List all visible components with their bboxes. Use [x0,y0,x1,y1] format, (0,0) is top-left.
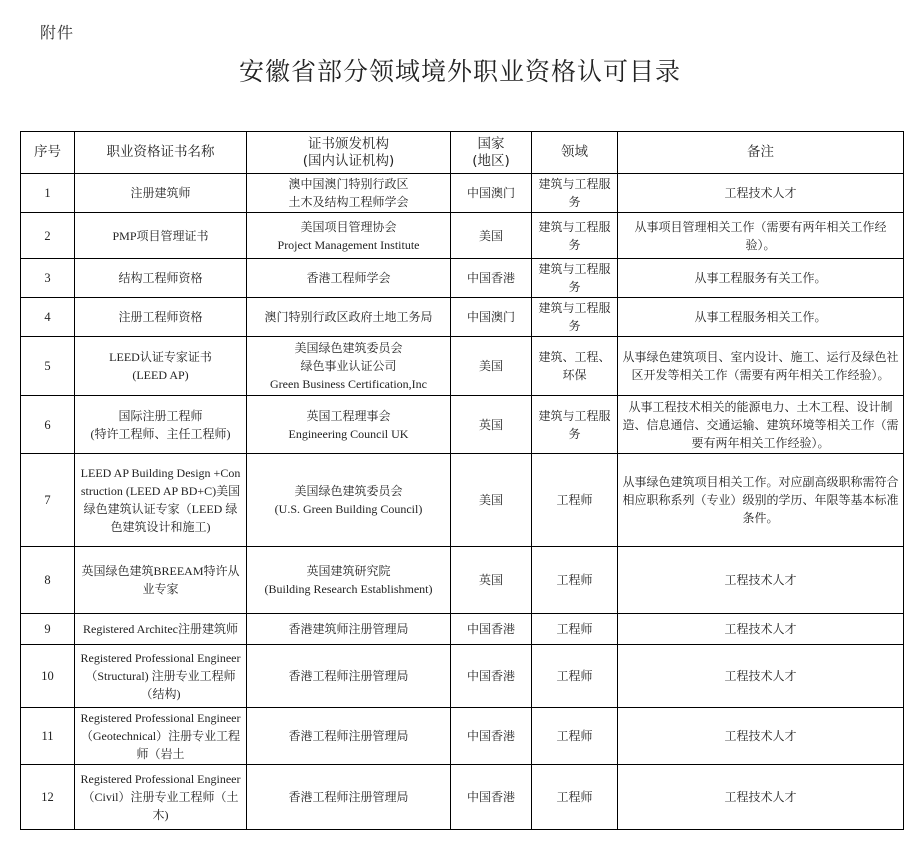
cert-name: 结构工程师资格 [75,259,247,298]
issuer: 香港工程师注册管理局 [247,645,451,708]
field: 建筑、工程、环保 [532,337,618,396]
table-row [21,547,904,614]
country: 中国澳门 [451,298,532,337]
country: 中国香港 [451,614,532,645]
issuer: 美国项目管理协会 Project Management Institute [247,213,451,259]
remarks: 工程技术人才 [618,645,904,708]
remarks: 从事项目管理相关工作（需要有两年相关工作经验）。 [618,213,904,259]
cert-name: LEED AP Building Design +Construction (LEED AP BD+C)美国绿色建筑认证专家（LEED 绿色建筑设计和施工) [75,454,247,547]
cert-name: Registered Professional Engineer （Structural) 注册专业工程师（结构) [75,645,247,708]
table-row [21,298,904,337]
cert-name: PMP项目管理证书 [75,213,247,259]
cert-name: LEED认证专家证书 (LEED AP) [75,337,247,396]
issuer: 英国工程理事会 Engineering Council UK [247,396,451,454]
field: 工程师 [532,765,618,830]
field: 建筑与工程服务 [532,298,618,337]
country: 中国香港 [451,765,532,830]
cert-name: Registered Architec注册建筑师 [75,614,247,645]
row-index: 11 [21,708,75,765]
field: 建筑与工程服务 [532,213,618,259]
table-row [21,213,904,259]
table-row [21,259,904,298]
country: 中国澳门 [451,174,532,213]
remarks: 从事绿色建筑项目相关工作。对应副高级职称需符合相应职称系列（专业）级别的学历、年限等基本标准条件。 [618,454,904,547]
cert-name: 注册工程师资格 [75,298,247,337]
table-row [21,708,904,765]
header-field: 领域 [532,132,618,174]
country: 中国香港 [451,645,532,708]
header-cert-name: 职业资格证书名称 [75,132,247,174]
remarks: 工程技术人才 [618,174,904,213]
table-header-row [21,132,904,174]
cert-name: Registered Professional Engineer （Geotechnical）注册专业工程师（岩土 [75,708,247,765]
row-index: 9 [21,614,75,645]
country: 英国 [451,547,532,614]
table-row [21,454,904,547]
issuer: 香港建筑师注册管理局 [247,614,451,645]
issuer: 香港工程师注册管理局 [247,765,451,830]
table-row [21,174,904,213]
field: 建筑与工程服务 [532,259,618,298]
row-index: 1 [21,174,75,213]
row-index: 3 [21,259,75,298]
field: 工程师 [532,708,618,765]
field: 工程师 [532,645,618,708]
table-row [21,396,904,454]
cert-name: 英国绿色建筑BREEAM特许从业专家 [75,547,247,614]
table-row [21,645,904,708]
field: 建筑与工程服务 [532,174,618,213]
country: 中国香港 [451,259,532,298]
row-index: 5 [21,337,75,396]
row-index: 12 [21,765,75,830]
country: 美国 [451,337,532,396]
cert-name: 国际注册工程师 (特许工程师、主任工程师) [75,396,247,454]
issuer: 美国绿色建筑委员会 绿色事业认证公司 Green Business Certification,Inc [247,337,451,396]
remarks: 从事工程服务有关工作。 [618,259,904,298]
issuer: 香港工程师学会 [247,259,451,298]
country: 美国 [451,213,532,259]
remarks: 工程技术人才 [618,614,904,645]
row-index: 2 [21,213,75,259]
issuer: 澳门特别行政区政府土地工务局 [247,298,451,337]
table-row [21,614,904,645]
remarks: 从事工程技术相关的能源电力、土木工程、设计制造、信息通信、交通运输、建筑环境等相关工作（需要有两年相关工作经验）。 [618,396,904,454]
qualification-table [20,131,904,830]
country: 美国 [451,454,532,547]
table-row [21,765,904,830]
issuer: 美国绿色建筑委员会 (U.S. Green Building Council) [247,454,451,547]
country: 中国香港 [451,708,532,765]
issuer: 澳中国澳门特别行政区 土木及结构工程师学会 [247,174,451,213]
remarks: 从事工程服务相关工作。 [618,298,904,337]
field: 工程师 [532,454,618,547]
attachment-label: 附件 [40,23,75,42]
header-issuer: 证书颁发机构 (国内认证机构) [247,132,451,174]
header-index: 序号 [21,132,75,174]
row-index: 7 [21,454,75,547]
field: 工程师 [532,547,618,614]
header-country: 国家 (地区) [451,132,532,174]
remarks: 从事绿色建筑项目、室内设计、施工、运行及绿色社区开发等相关工作（需要有两年相关工作经验）。 [618,337,904,396]
row-index: 6 [21,396,75,454]
table-row [21,337,904,396]
row-index: 10 [21,645,75,708]
document-title: 安徽省部分领域境外职业资格认可目录 [238,57,681,86]
issuer: 英国建筑研究院 (Building Research Establishment) [247,547,451,614]
remarks: 工程技术人才 [618,708,904,765]
cert-name: Registered Professional Engineer （Civil）注册专业工程师（土木) [75,765,247,830]
header-remarks: 备注 [618,132,904,174]
remarks: 工程技术人才 [618,547,904,614]
remarks: 工程技术人才 [618,765,904,830]
country: 英国 [451,396,532,454]
row-index: 8 [21,547,75,614]
row-index: 4 [21,298,75,337]
field: 建筑与工程服务 [532,396,618,454]
field: 工程师 [532,614,618,645]
cert-name: 注册建筑师 [75,174,247,213]
issuer: 香港工程师注册管理局 [247,708,451,765]
